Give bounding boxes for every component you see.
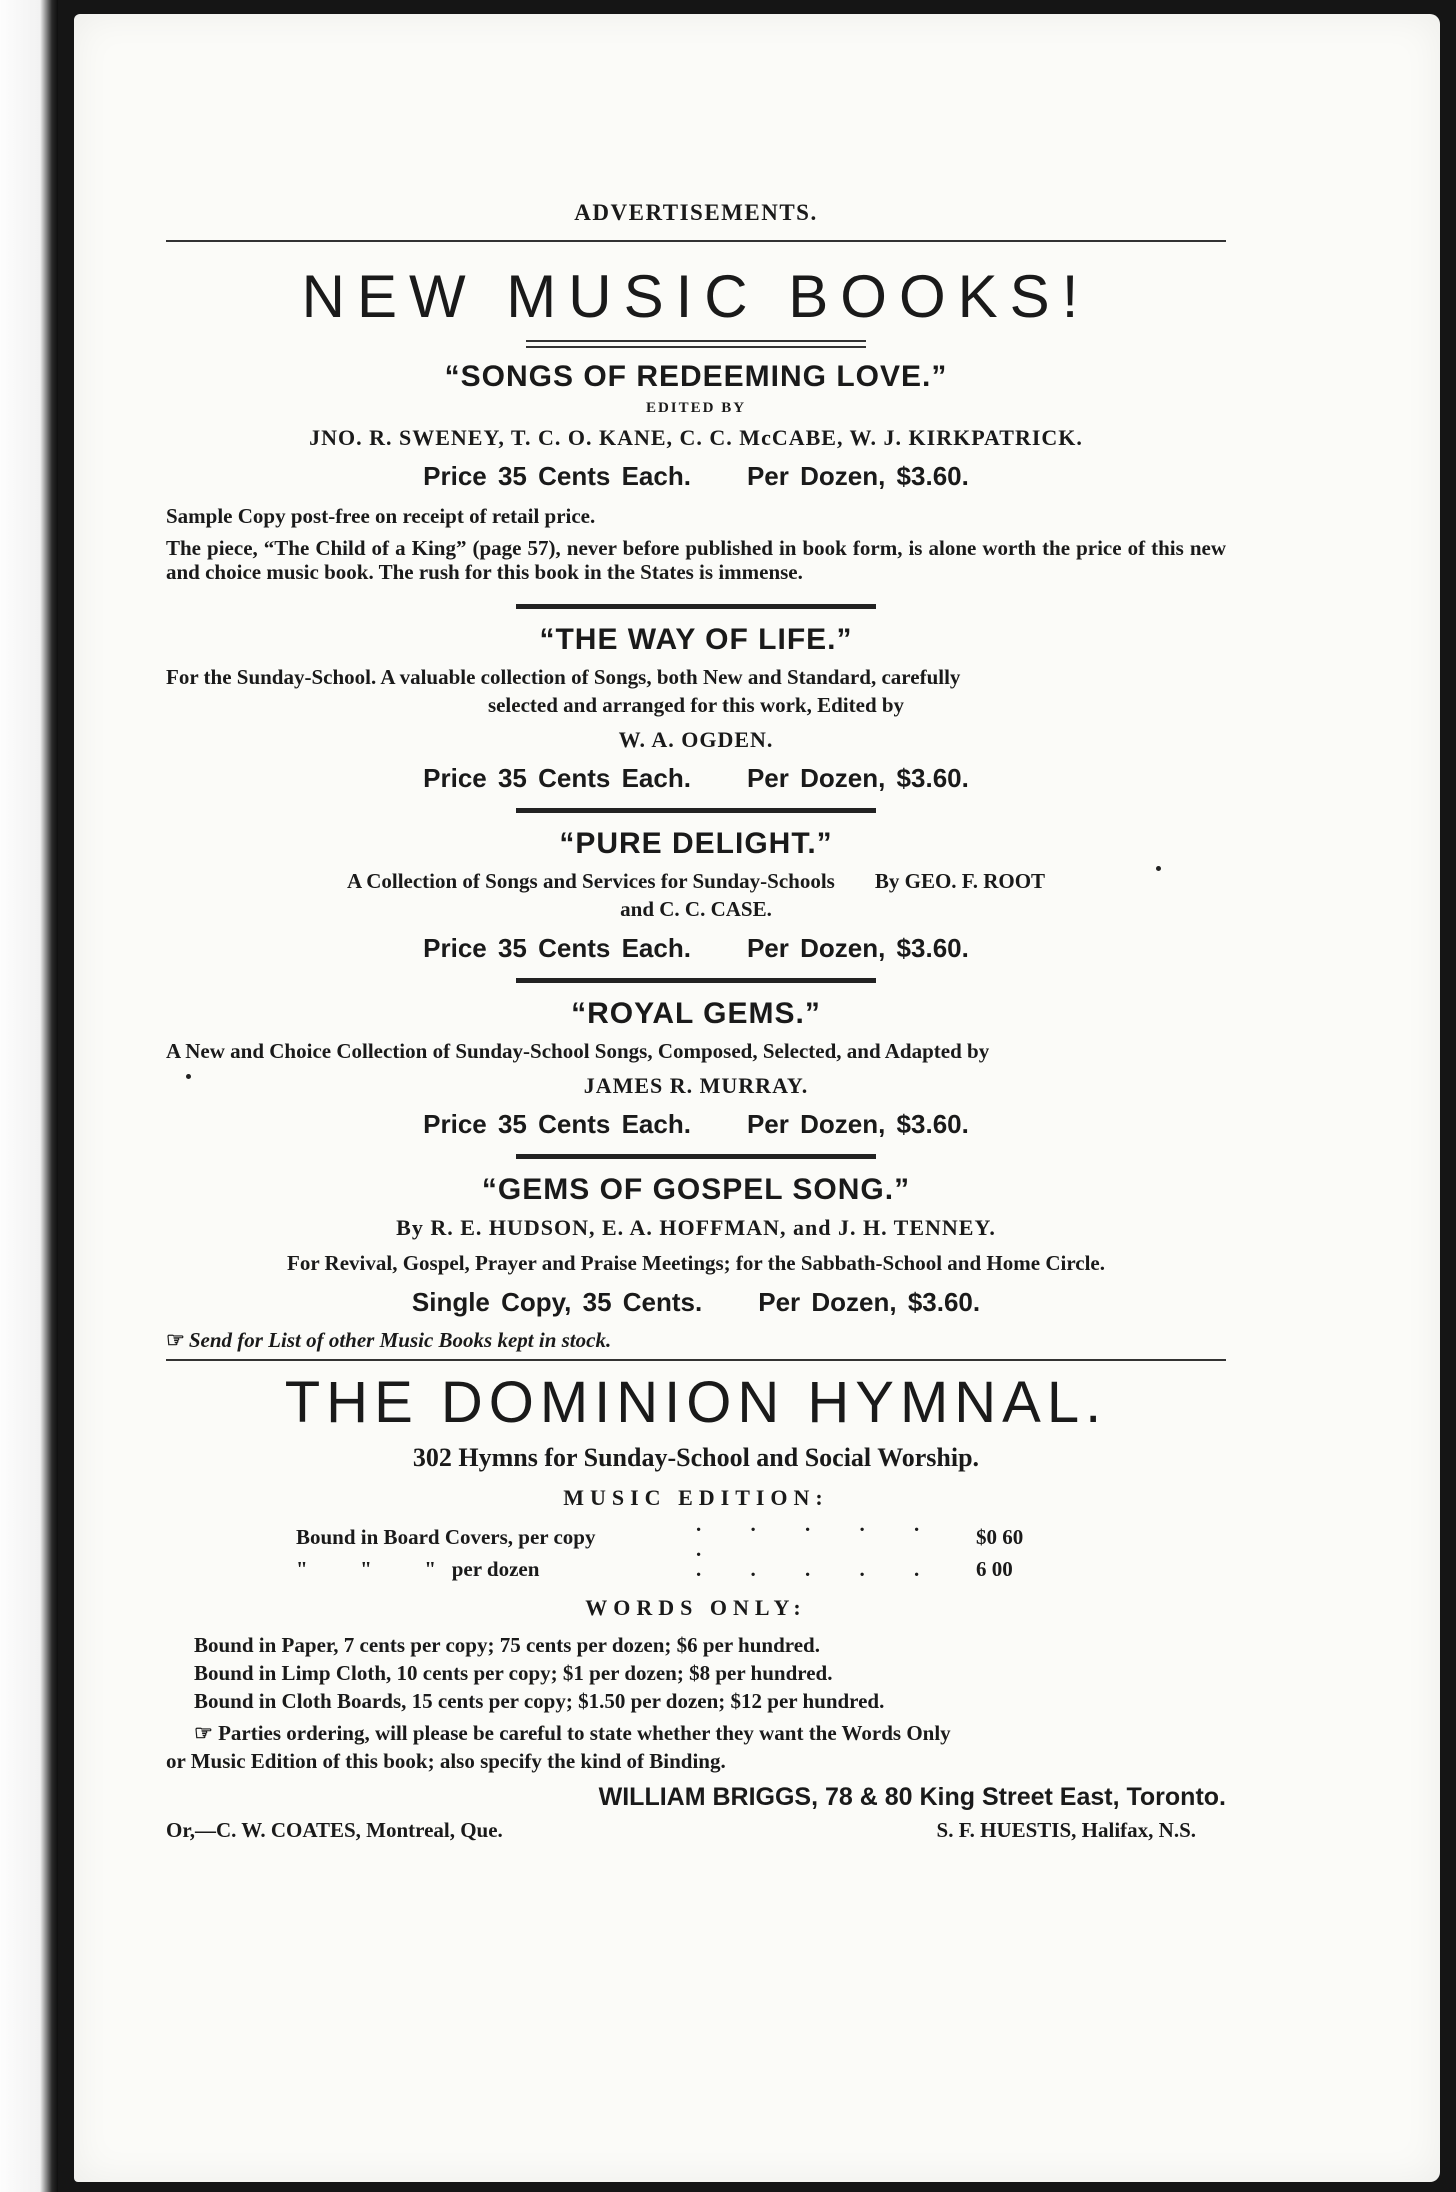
section-rule	[516, 978, 876, 983]
sample-note: Sample Copy post-free on receipt of retail price.	[166, 504, 596, 528]
title-rule	[526, 340, 866, 348]
section-rule	[516, 808, 876, 813]
price-dozen: Per Dozen, $3.60.	[758, 1287, 981, 1317]
book-description: A New and Choice Collection of Sunday-School Songs, Composed, Selected, and Adapted by	[166, 1039, 990, 1063]
leader-dots: . . . . . .	[696, 1512, 942, 1561]
book-description-2: selected and arranged for this work, Edited by	[487, 693, 905, 717]
section-rule	[516, 1154, 876, 1159]
price-amount: $0 60	[976, 1524, 1024, 1549]
price-line	[166, 1109, 1226, 1140]
hymnal-title: THE DOMINION HYMNAL.	[284, 1370, 1108, 1435]
words-only-prices	[166, 1631, 1226, 1715]
book-description-1: For the Sunday-School. A valuable collection of Songs, both New and Standard, carefully	[166, 665, 961, 689]
stock-note-text: Send for List of other Music Books kept in stock.	[188, 1328, 612, 1352]
price-line	[166, 763, 1226, 794]
book-author: By GEO. F. ROOT	[874, 869, 1046, 893]
music-edition-heading: MUSIC EDITION:	[563, 1485, 829, 1510]
stock-note	[166, 1328, 1226, 1353]
price-each: Single Copy, 35 Cents.	[411, 1287, 703, 1317]
pointing-hand-icon: ☞	[166, 1328, 185, 1352]
advertisement-content	[166, 200, 1226, 1843]
words-only-heading: WORDS ONLY:	[585, 1595, 807, 1620]
price-line	[166, 461, 1226, 492]
price-each: Price 35 Cents Each.	[423, 763, 691, 793]
header-rule	[166, 240, 1226, 242]
section-rule	[516, 604, 876, 609]
book-description-1	[166, 867, 1226, 895]
book-pure-delight	[166, 827, 1226, 964]
price-label: Bound in Board Covers, per copy	[296, 1524, 596, 1549]
book-songs-of-redeeming-love	[166, 360, 1226, 584]
price-line	[166, 1287, 1226, 1318]
price-dozen: Per Dozen, $3.60.	[746, 1109, 969, 1139]
price-label: " " " per dozen	[296, 1556, 540, 1581]
book-the-way-of-life	[166, 623, 1226, 794]
book-title: “GEMS OF GOSPEL SONG.”	[481, 1173, 911, 1206]
hymnal-subtitle: 302 Hymns for Sunday-School and Social Worship.	[412, 1443, 980, 1472]
price-dozen: Per Dozen, $3.60.	[746, 763, 969, 793]
price-row	[296, 1512, 1226, 1561]
editor: JAMES R. MURRAY.	[583, 1073, 809, 1098]
price-each: Price 35 Cents Each.	[423, 933, 691, 963]
editor: W. A. OGDEN.	[618, 727, 774, 752]
authors: By R. E. HUDSON, E. A. HOFFMAN, and J. H. TENNEY.	[396, 1215, 996, 1240]
editors: JNO. R. SWENEY, T. C. O. KANE, C. C. McCABE, W. J. KIRKPATRICK.	[309, 425, 1083, 450]
agents	[166, 1818, 1226, 1843]
order-note-line-1: Parties ordering, will please be careful to state whether they want the Words Only	[218, 1721, 951, 1745]
book-description: For Revival, Gospel, Prayer and Praise Meetings; for the Sabbath-School and Home Circle.	[287, 1251, 1105, 1275]
dominion-hymnal	[166, 1365, 1226, 1843]
words-price-line: Bound in Paper, 7 cents per copy; 75 cents per dozen; $6 per hundred.	[194, 1633, 820, 1657]
price-each: Price 35 Cents Each.	[423, 1109, 691, 1139]
pointing-hand-icon: ☞	[194, 1721, 213, 1745]
book-description-text: A Collection of Songs and Services for Sunday-Schools	[346, 869, 835, 893]
book-description-2: and C. C. CASE.	[620, 897, 772, 921]
leader-dots: . . . . .	[696, 1556, 942, 1581]
edited-by-label: EDITED BY	[645, 400, 747, 416]
main-title: NEW MUSIC BOOKS!	[301, 263, 1091, 330]
book-gems-of-gospel-song	[166, 1173, 1226, 1318]
book-title: “THE WAY OF LIFE.”	[539, 623, 853, 656]
order-note-line-2: or Music Edition of this book; also specify the kind of Binding.	[166, 1749, 726, 1773]
price-dozen: Per Dozen, $3.60.	[746, 933, 969, 963]
words-price-line: Bound in Cloth Boards, 15 cents per copy; $1.50 per dozen; $12 per hundred.	[194, 1689, 885, 1713]
book-royal-gems	[166, 997, 1226, 1140]
order-note	[166, 1719, 1226, 1747]
price-dozen: Per Dozen, $3.60.	[746, 461, 969, 491]
book-description: The piece, “The Child of a King” (page 57), never before published in book form, is alone worth the price of this new and choice music book. The rush for this book in the States is immense.	[166, 536, 1226, 584]
agent-halifax: S. F. HUESTIS, Halifax, N.S.	[936, 1818, 1196, 1842]
music-edition-prices	[166, 1512, 1226, 1585]
page-header: ADVERTISEMENTS.	[574, 200, 818, 225]
price-each: Price 35 Cents Each.	[423, 461, 691, 491]
price-line	[166, 933, 1226, 964]
publisher: WILLIAM BRIGGS, 78 & 80 King Street East, Toronto.	[598, 1783, 1226, 1811]
book-spine	[0, 0, 58, 2192]
agent-montreal: Or,—C. W. COATES, Montreal, Que.	[166, 1818, 503, 1842]
price-row	[296, 1553, 1226, 1585]
words-price-line: Bound in Limp Cloth, 10 cents per copy; $1 per dozen; $8 per hundred.	[194, 1661, 833, 1685]
section-divider	[166, 1359, 1226, 1361]
book-title: “PURE DELIGHT.”	[559, 827, 833, 860]
price-amount: 6 00	[976, 1556, 1013, 1581]
book-title: “SONGS OF REDEEMING LOVE.”	[444, 360, 948, 393]
book-title: “ROYAL GEMS.”	[571, 997, 821, 1030]
